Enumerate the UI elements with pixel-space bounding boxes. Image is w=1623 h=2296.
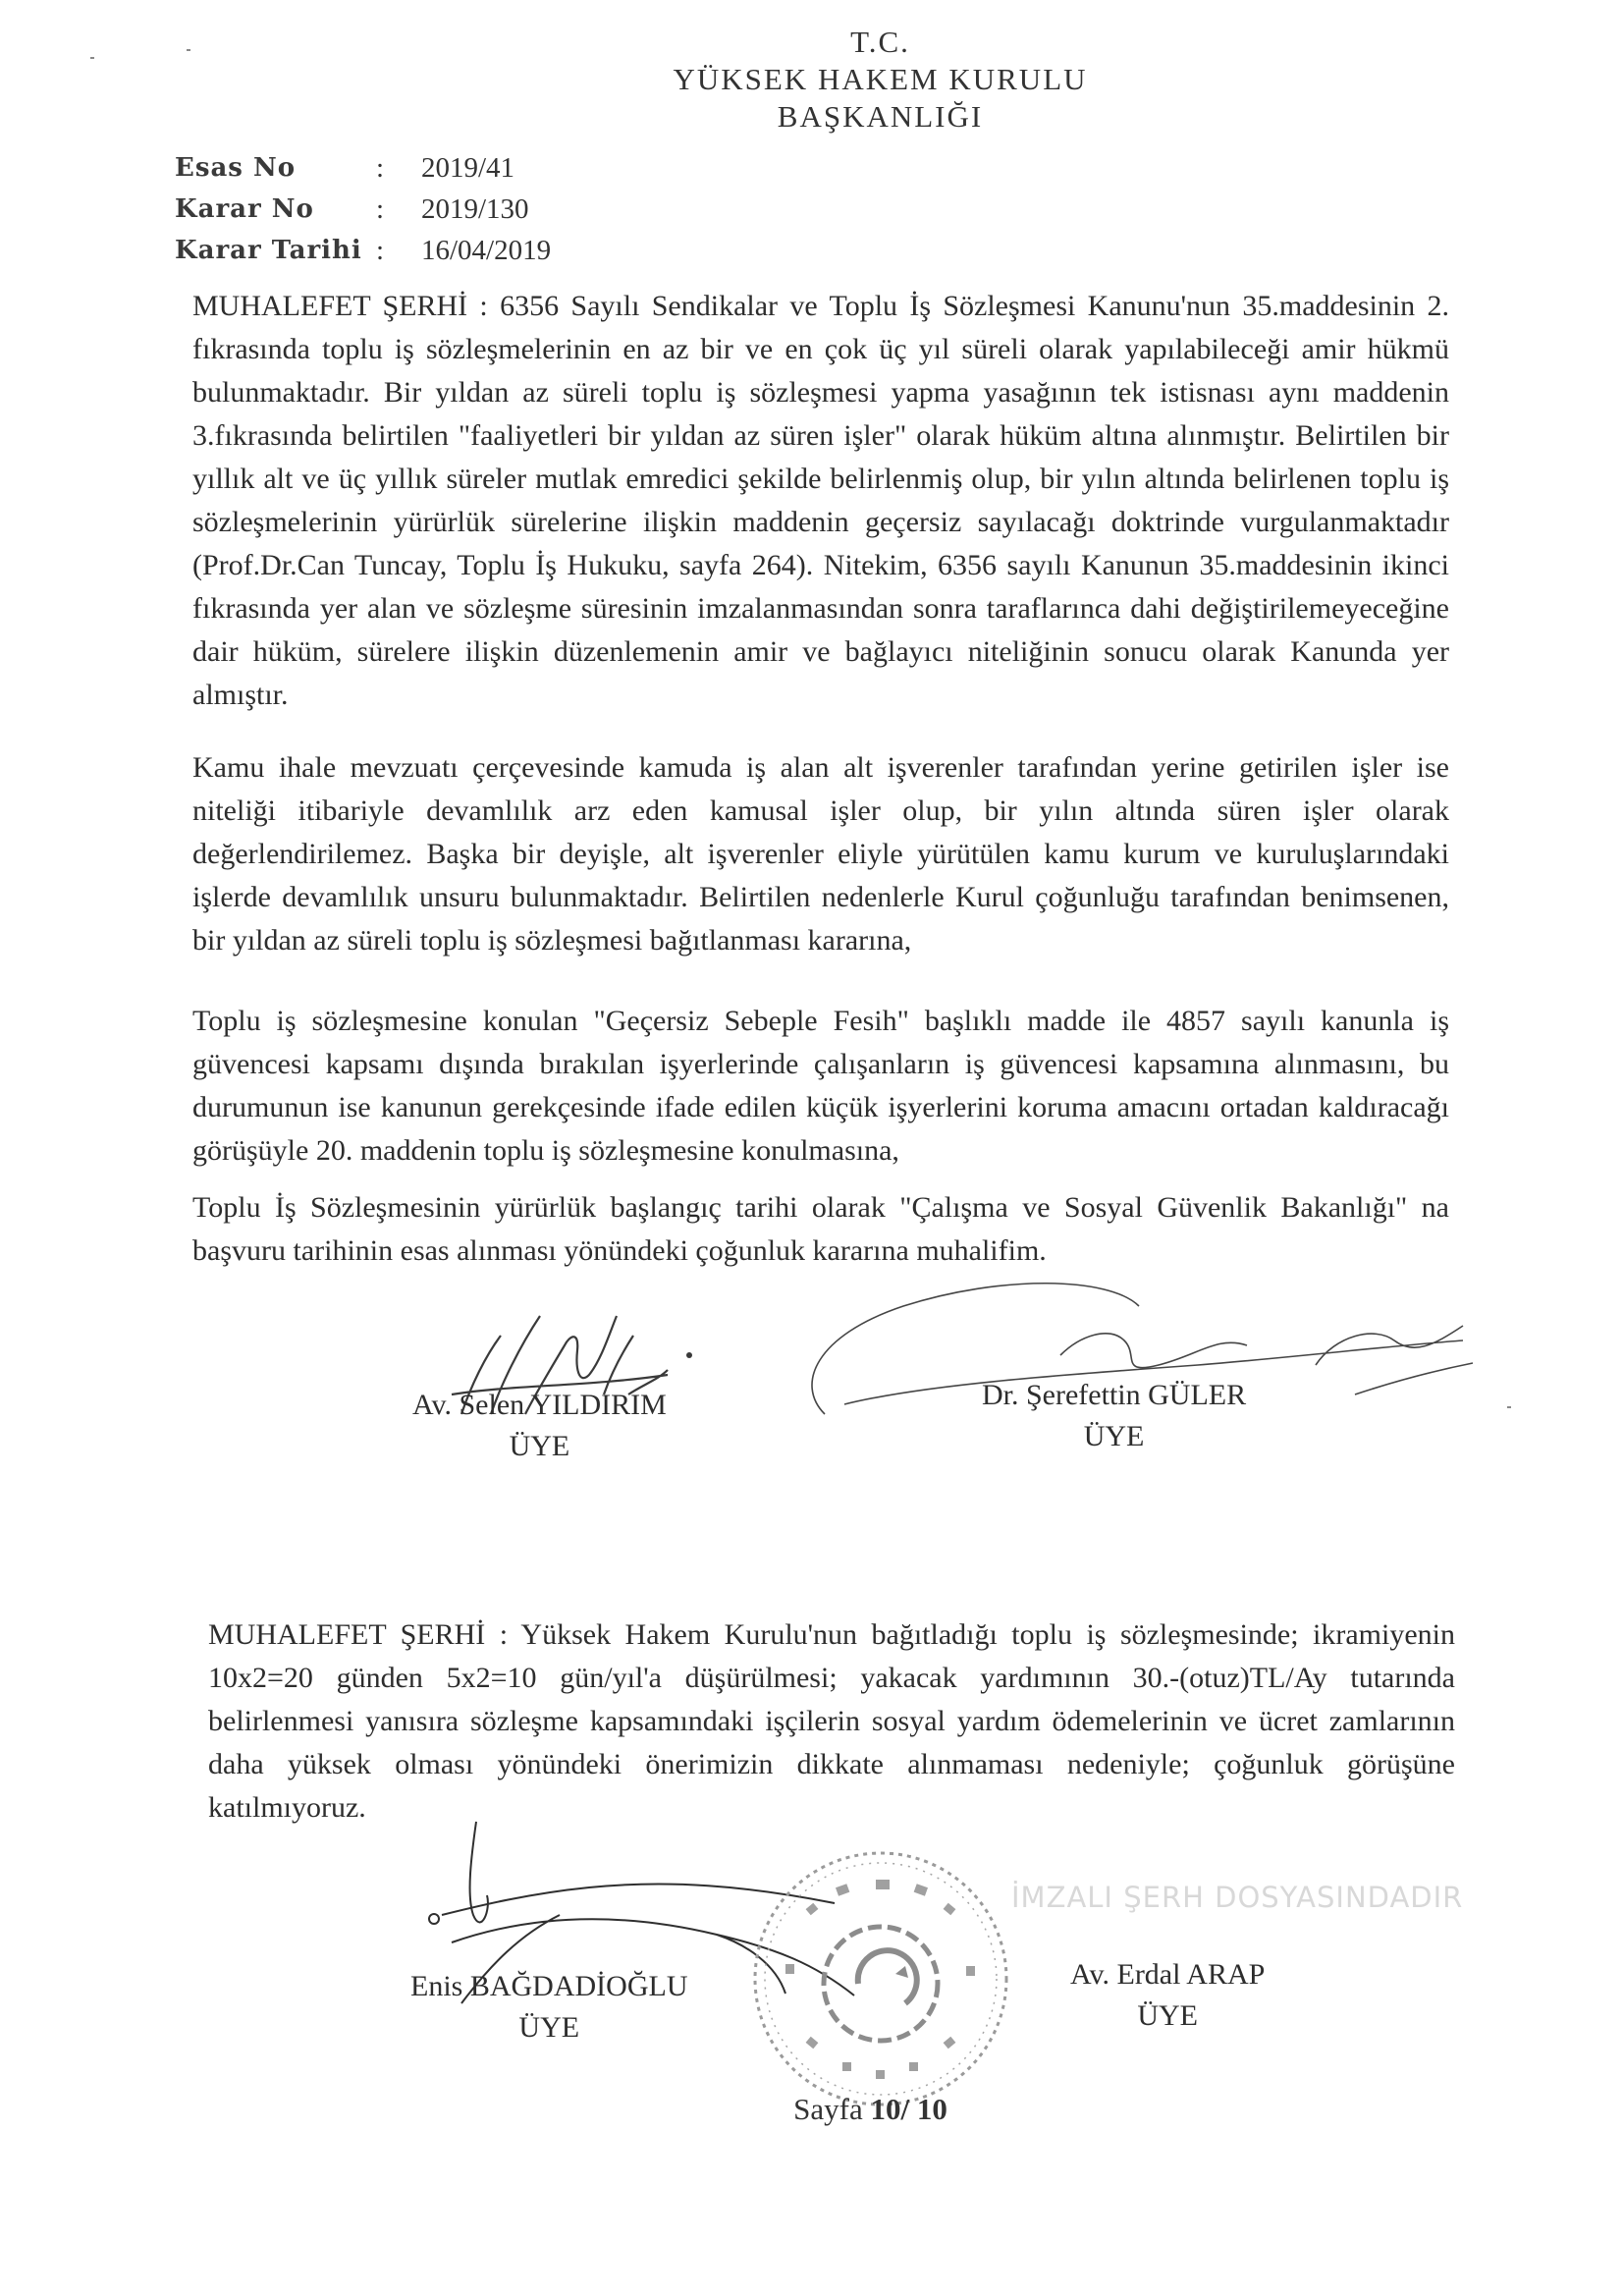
document-header	[0, 24, 1623, 136]
signatory-title: ÜYE	[1137, 1999, 1198, 2032]
dissent-paragraph-2: Kamu ihale mevzuatı çerçevesinde kamuda iş alan alt işverenler tarafından yerine getirilen işler ise niteliği itibariyle devamlılık arz eden kamusal işler olup, bir yılın altında süren işler olarak değerlendirilemez. Başka bir deyişle, alt işverenler eliyle yürütülen kamu kurum ve kuruluşlarındaki işlerde devamlılık unsuru bulunmaktadır. Belirtilen nedenlerle Kurul çoğunluğu tarafından benimsenen, bir yıldan az süreli toplu iş sözleşmesi bağıtlanması kararına,	[192, 751, 1449, 957]
official-seal-stamp	[748, 1846, 1013, 2111]
meta-label: Karar No	[175, 194, 314, 224]
meta-colon: :	[376, 193, 385, 225]
signatory-name: Enis BAĞDADİOĞLU	[410, 1970, 688, 2002]
meta-label: Karar Tarihi	[175, 236, 362, 265]
meta-row-esas	[175, 147, 551, 189]
meta-value: 2019/130	[421, 193, 529, 225]
dissent-paragraph-1: MUHALEFET ŞERHİ : 6356 Sayılı Sendikalar ve Toplu İş Sözleşmesi Kanunu'nun 35.maddesinin 2. fıkrasında toplu iş sözleşmelerinin en az bir ve en çok üç yıl süreli olarak yapılabileceği amir hükmü bulunmaktadır. Bir yıldan az süreli toplu iş sözleşmesi yapma yasağının tek istisnası aynı maddenin 3.fıkrasında belirtilen "faaliyetleri bir yıldan az süren işler" olarak hüküm altına alınmıştır. Belirtilen bir yıllık alt ve üç yıllık süreler mutlak emredici şekilde belirlenmiş olup, bir yılın altında belirlenen toplu iş sözleşmelerinin yürürlük sürelerine ilişkin maddenin geçersiz sayılacağı doktrinde vurgulanmaktadır (Prof.Dr.Can Tuncay, Toplu İş Hukuku, sayfa 264). Nitekim, 6356 sayılı Kanunun 35.maddesinin ikinci fıkrasında yer alan ve sözleşme süresinin imzalanmasından sonra taraflarınca dahi değiştirilemeyeceğine dair hüküm, sürelere ilişkin düzenlemenin amir ve bağlayıcı niteliğinin sonucu olarak Kanunda yer almıştır.	[192, 290, 1449, 711]
signatory-title: ÜYE	[509, 1430, 570, 1462]
signatory-title: ÜYE	[1083, 1420, 1145, 1452]
header-institution: YÜKSEK HAKEM KURULU	[673, 62, 1088, 96]
meta-row-tarih	[175, 230, 551, 271]
stray-mark	[1507, 1406, 1511, 1408]
meta-colon: :	[376, 235, 385, 266]
header-presidency: BAŞKANLIĞI	[777, 99, 984, 134]
meta-value: 16/04/2019	[421, 235, 552, 266]
meta-row-karar	[175, 189, 551, 230]
signatory-name: Av. Selen YILDIRIM	[412, 1389, 667, 1421]
stray-mark	[90, 57, 94, 59]
page-number	[59, 2092, 1623, 2127]
meta-colon: :	[376, 152, 385, 184]
signature-block-4	[1070, 1954, 1265, 2037]
page-current: 10	[870, 2092, 901, 2126]
case-metadata	[175, 147, 551, 271]
signature-block-3	[410, 1966, 687, 2049]
signature-block-2	[982, 1375, 1246, 1457]
page-separator: /	[900, 2092, 910, 2126]
meta-label: Esas No	[175, 153, 297, 183]
page-total: 10	[916, 2092, 947, 2126]
signatory-name: Av. Erdal ARAP	[1070, 1958, 1266, 1991]
signed-copy-watermark: İMZALI ŞERH DOSYASINDADIR	[1011, 1881, 1464, 1914]
dissent-paragraph-3: Toplu iş sözleşmesine konulan "Geçersiz Sebeple Fesih" başlıklı madde ile 4857 sayılı kanunla iş güvencesi kapsamı dışında bırakılan işyerlerinde çalışanların iş güvencesi kapsamına alınmasını, bu durumunun ise kanunun gerekçesinde ifade edilen küçük işyerlerini koruma amacını ortadan kaldıracağı görüşüyle 20. maddenin toplu iş sözleşmesine konulmasına,	[192, 1005, 1449, 1167]
signature-block-1	[412, 1385, 667, 1467]
header-country: T.C.	[850, 25, 910, 59]
dissent-paragraph-5: MUHALEFET ŞERHİ : Yüksek Hakem Kurulu'nun bağıtladığı toplu iş sözleşmesinde; ikramiyenin 10x2=20 günden 5x2=10 gün/yıl'a düşürülmesi; yakacak yardımının 30.-(otuz)TL/Ay tutarında belirlenmesi yanısıra sözleşme kapsamındaki işçilerin sosyal yardım ödemelerinin ve ücret zamlarının daha yüksek olması yönündeki önerimizin dikkate alınmaması nedeniyle; çoğunluk görüşüne katılmıyoruz.	[208, 1618, 1455, 1824]
signatory-name: Dr. Şerefettin GÜLER	[982, 1379, 1247, 1411]
signatory-title: ÜYE	[518, 2011, 580, 2044]
dissent-paragraph-4: Toplu İş Sözleşmesinin yürürlük başlangıç tarihi olarak "Çalışma ve Sosyal Güvenlik Bakanlığı" na başvuru tarihinin esas alınması yönündeki çoğunluk kararına muhalifim.	[192, 1191, 1449, 1267]
meta-value: 2019/41	[421, 152, 515, 184]
page-prefix: Sayfa	[793, 2092, 863, 2126]
stray-mark	[187, 49, 190, 51]
